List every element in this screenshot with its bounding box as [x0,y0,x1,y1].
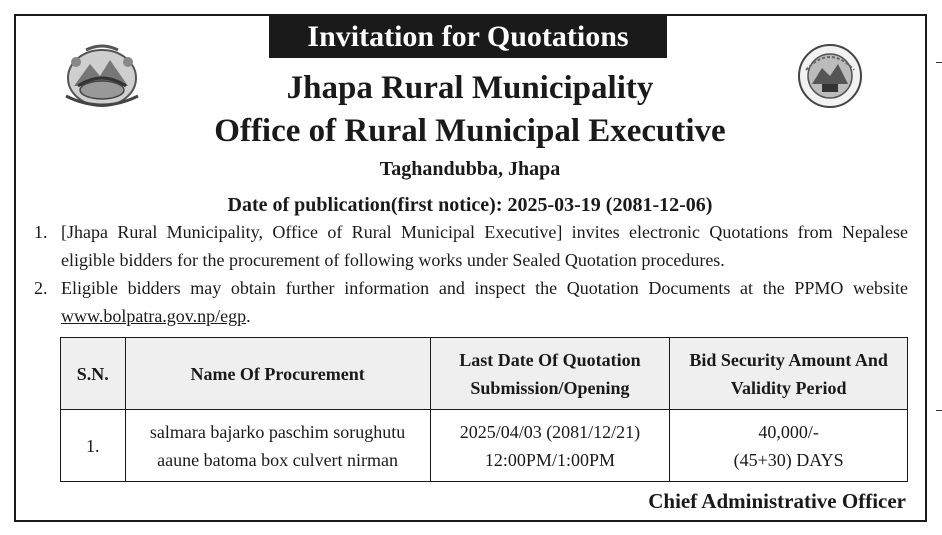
table-header-row [61,338,908,410]
header-bid-line1: Bid Security Amount And [689,349,888,370]
signature: Chief Administrative Officer [648,489,906,513]
paragraph-text-before: Eligible bidders may obtain further information and inspect the Quotation Documents at the PPMO website [61,278,908,298]
paragraph-2 [34,274,908,330]
cell-deadline-line1: 2025/04/03 (2081/12/21) [459,421,641,442]
procurement-table [60,337,908,482]
cell-sn: 1. [61,410,126,482]
header-deadline-line1: Last Date Of Quotation [459,349,641,370]
cell-bid-line2: (45+30) DAYS [733,449,844,470]
org-name: Jhapa Rural Municipality [286,70,654,106]
header-bid-line2: Validity Period [730,377,847,398]
header-bid-security [670,338,908,410]
cell-name [125,410,430,482]
paragraph-number: 2. [34,278,48,298]
cell-name-line1: salmara bajarko paschim sorughutu [149,421,406,442]
notice-banner: Invitation for Quotations [269,16,667,58]
cell-deadline-line2: 12:00PM/1:00PM [484,449,615,470]
location: Taghandubba, Jhapa [379,158,561,180]
cell-bid-security [670,410,908,482]
nepal-emblem-icon [56,40,148,114]
paragraph-text: [Jhapa Rural Municipality, Office of Rural Municipal Executive] invites electronic Quotations from Nepalese eligible bidders for the procurement of following works under Sealed Quotation procedures. [61,222,908,270]
cell-deadline [430,410,670,482]
paragraph-1 [34,218,908,274]
paragraph-text-after: . [246,306,251,326]
edge-tick [936,62,942,63]
publication-date: Date of publication(first notice): 2025-03-19 (2081-12-06) [227,194,713,216]
cell-name-line2: aaune batoma box culvert nirman [157,449,399,470]
header-deadline-line2: Submission/Opening [470,377,630,398]
municipality-logo-icon [796,40,864,112]
header-sn: S.N. [61,338,126,410]
table-row [61,410,908,482]
paragraph-text [61,274,908,330]
ppmo-website-link[interactable]: www.bolpatra.gov.np/egp [61,306,247,326]
header-name: Name Of Procurement [125,338,430,410]
edge-tick [936,410,942,411]
cell-bid-line1: 40,000/- [758,421,819,442]
office-name: Office of Rural Municipal Executive [214,113,726,149]
header-deadline [430,338,670,410]
paragraph-number: 1. [34,222,48,242]
